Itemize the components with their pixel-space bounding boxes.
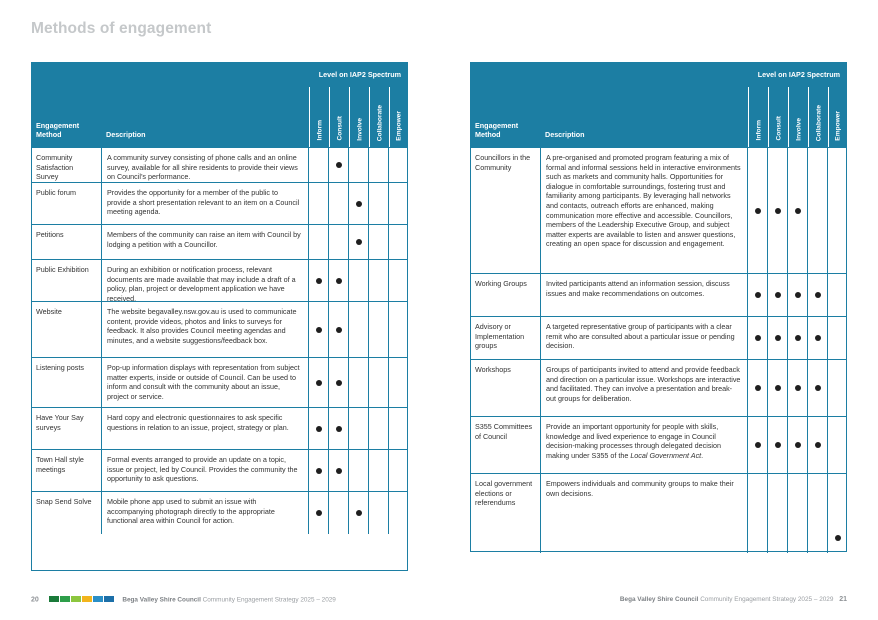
- level-dot: [336, 327, 342, 333]
- swatch: [49, 596, 59, 602]
- level-cell-empower: [389, 225, 408, 259]
- engagement-method: Have Your Say surveys: [32, 408, 102, 449]
- level-cell-inform: [748, 148, 768, 273]
- level-header-consult: Consult: [329, 87, 349, 147]
- level-cell-empower: [389, 260, 408, 301]
- engagement-description: A community survey consisting of phone calls and an online survey, available for all shire residents to provide their views on Council’s performance.: [102, 148, 309, 182]
- level-cell-inform: [748, 474, 768, 553]
- level-dot: [755, 385, 761, 391]
- level-dot: [356, 239, 362, 245]
- footer-right: [620, 596, 847, 603]
- level-cell-consult: [329, 260, 349, 301]
- level-cell-involve: [349, 358, 369, 407]
- level-dot: [755, 335, 761, 341]
- table-row: [471, 473, 846, 553]
- engagement-method: Website: [32, 302, 102, 357]
- swatch: [60, 596, 70, 602]
- level-cell-consult: [329, 408, 349, 449]
- level-cell-empower: [828, 148, 847, 273]
- description-column-header: Description: [541, 87, 748, 147]
- level-cell-consult: [329, 450, 349, 491]
- method-column-header: Engagement Method: [471, 87, 541, 147]
- level-dot: [835, 535, 841, 541]
- level-header-empower: Empower: [389, 87, 408, 147]
- level-cell-inform: [309, 260, 329, 301]
- color-swatches: [49, 596, 115, 604]
- table-row: [471, 316, 846, 359]
- level-cell-collaborate: [369, 260, 389, 301]
- right-engagement-table: [470, 62, 847, 552]
- table-row: [471, 416, 846, 473]
- level-cell-involve: [349, 408, 369, 449]
- level-dot: [775, 292, 781, 298]
- level-dot: [356, 510, 362, 516]
- level-cell-involve: [349, 302, 369, 357]
- level-cell-consult: [329, 358, 349, 407]
- engagement-description: Invited participants attend an information session, discuss issues and make recommendations on outcomes.: [541, 274, 748, 316]
- engagement-description: During an exhibition or notification process, relevant documents are made available that may include a draft of a policy, plan, project or development application we have received.: [102, 260, 309, 301]
- level-dot: [336, 162, 342, 168]
- level-dot: [316, 380, 322, 386]
- level-cell-empower: [828, 317, 847, 359]
- level-header-consult: Consult: [768, 87, 788, 147]
- level-cell-consult: [329, 302, 349, 357]
- level-cell-consult: [768, 417, 788, 473]
- engagement-method: S355 Committees of Council: [471, 417, 541, 473]
- engagement-description: A targeted representative group of participants with a clear remit who are consulted about a particular issue or pending decision.: [541, 317, 748, 359]
- level-cell-consult: [768, 474, 788, 553]
- level-cell-inform: [748, 417, 768, 473]
- level-cell-involve: [788, 474, 808, 553]
- level-cell-collaborate: [369, 225, 389, 259]
- level-cell-involve: [788, 417, 808, 473]
- engagement-description: Provides the opportunity for a member of the public to provide a short presentation relevant to an item on a Council meeting agenda.: [102, 183, 309, 224]
- level-cell-involve: [349, 225, 369, 259]
- level-cell-collaborate: [808, 274, 828, 316]
- level-cell-empower: [828, 360, 847, 416]
- engagement-method: Snap Send Solve: [32, 492, 102, 534]
- level-cell-consult: [768, 148, 788, 273]
- level-header-empower: Empower: [828, 87, 847, 147]
- level-cell-collaborate: [369, 408, 389, 449]
- level-cell-involve: [349, 260, 369, 301]
- level-dot: [316, 278, 322, 284]
- engagement-description: Groups of participants invited to attend and provide feedback and direction on a particular issue. Workshops are interactive and facilitated. They can involve a presentation and break-out groups for deliberation.: [541, 360, 748, 416]
- level-dot: [336, 426, 342, 432]
- level-cell-involve: [349, 183, 369, 224]
- table-row: [32, 224, 407, 259]
- description-text: Provide an important opportunity for people with skills, knowledge and lived experience to engage in Council decision-making processes through delegated decision making under S355 of the: [546, 422, 722, 460]
- table-row: [32, 407, 407, 449]
- level-dot: [336, 380, 342, 386]
- level-dot: [336, 468, 342, 474]
- level-cell-consult: [768, 317, 788, 359]
- engagement-method: Listening posts: [32, 358, 102, 407]
- table-row: [32, 259, 407, 301]
- level-cell-empower: [389, 148, 408, 182]
- level-cell-consult: [329, 225, 349, 259]
- level-cell-inform: [309, 408, 329, 449]
- level-header-involve: Involve: [349, 87, 369, 147]
- description-italic: Local Government Act: [630, 450, 702, 460]
- level-cell-involve: [788, 148, 808, 273]
- engagement-description: [541, 417, 748, 473]
- level-cell-consult: [329, 492, 349, 534]
- level-cell-inform: [309, 225, 329, 259]
- table-row: [471, 147, 846, 273]
- level-dot: [356, 201, 362, 207]
- method-column-header: Engagement Method: [32, 87, 102, 147]
- level-dot: [795, 208, 801, 214]
- level-cell-inform: [748, 360, 768, 416]
- level-cell-collaborate: [369, 302, 389, 357]
- level-cell-collaborate: [369, 148, 389, 182]
- level-dot: [316, 510, 322, 516]
- level-dot: [316, 327, 322, 333]
- engagement-method: Public Exhibition: [32, 260, 102, 301]
- level-header-inform: Inform: [748, 87, 768, 147]
- page-title: Methods of engagement: [31, 20, 212, 37]
- table-row: [32, 301, 407, 357]
- level-cell-empower: [389, 450, 408, 491]
- page-number-right: 21: [839, 596, 847, 603]
- level-cell-collaborate: [808, 317, 828, 359]
- level-dot: [815, 442, 821, 448]
- table-row: [32, 491, 407, 534]
- level-cell-collaborate: [369, 492, 389, 534]
- level-cell-involve: [349, 492, 369, 534]
- footer-doc: Community Engagement Strategy 2025 – 2029: [700, 596, 834, 603]
- engagement-method: Community Satisfaction Survey: [32, 148, 102, 182]
- table-row: [32, 357, 407, 407]
- level-cell-collaborate: [369, 450, 389, 491]
- table-row: [471, 359, 846, 416]
- level-cell-empower: [828, 417, 847, 473]
- level-cell-inform: [309, 358, 329, 407]
- level-cell-empower: [828, 474, 847, 553]
- engagement-method: Advisory or Implementation groups: [471, 317, 541, 359]
- level-cell-consult: [768, 274, 788, 316]
- level-dot: [775, 335, 781, 341]
- description-text: .: [701, 450, 704, 460]
- level-cell-collaborate: [808, 360, 828, 416]
- level-dot: [316, 426, 322, 432]
- level-cell-inform: [309, 450, 329, 491]
- level-cell-involve: [349, 450, 369, 491]
- level-dot: [795, 442, 801, 448]
- level-dot: [755, 208, 761, 214]
- table-row: [32, 449, 407, 491]
- level-dot: [795, 385, 801, 391]
- level-cell-inform: [748, 274, 768, 316]
- engagement-description: Pop-up information displays with representation from subject matter experts, inside or outside of Council. Can be used to inform and consult with the community about an issue, project or service.: [102, 358, 309, 407]
- engagement-method: Local government elections or referendums: [471, 474, 541, 553]
- level-dot: [775, 385, 781, 391]
- level-cell-empower: [389, 183, 408, 224]
- table-row: [32, 182, 407, 224]
- level-cell-empower: [389, 408, 408, 449]
- swatch: [71, 596, 81, 602]
- engagement-description: Empowers individuals and community groups to make their own decisions.: [541, 474, 748, 553]
- level-cell-collaborate: [369, 358, 389, 407]
- level-cell-empower: [389, 358, 408, 407]
- level-cell-empower: [389, 492, 408, 534]
- page-number-left: 20: [31, 596, 39, 604]
- level-dot: [795, 335, 801, 341]
- engagement-description: A pre-organised and promoted program featuring a mix of formal and informal sessions held in interactive environments such as markets and community halls. Opportunities for dialogue in comfortable surroundings, fostering trust and familiarity among participants. By leveraging hall networks and contacts, outreach efforts are enhanced, making communication more effective and accessible. Councillors, members of the Leadership Executive Group, and subject matter experts are available to listen and answer questions, creating an open space for discussion and engagement.: [541, 148, 748, 273]
- level-cell-consult: [329, 183, 349, 224]
- level-cell-empower: [828, 274, 847, 316]
- footer-org: Bega Valley Shire Council: [122, 596, 201, 604]
- level-header-involve: Involve: [788, 87, 808, 147]
- level-cell-consult: [768, 360, 788, 416]
- level-cell-consult: [329, 148, 349, 182]
- level-cell-involve: [788, 274, 808, 316]
- level-dot: [755, 442, 761, 448]
- level-dot: [316, 468, 322, 474]
- level-dot: [815, 335, 821, 341]
- left-engagement-table: [31, 62, 408, 571]
- engagement-description: Formal events arranged to provide an update on a topic, issue or project, led by Council. Provides the community the opportunity to ask questions.: [102, 450, 309, 491]
- engagement-method: Petitions: [32, 225, 102, 259]
- level-cell-collaborate: [369, 183, 389, 224]
- engagement-method: Workshops: [471, 360, 541, 416]
- engagement-method: Working Groups: [471, 274, 541, 316]
- engagement-description: Members of the community can raise an item with Council by lodging a petition with a Councillor.: [102, 225, 309, 259]
- level-cell-involve: [349, 148, 369, 182]
- level-cell-involve: [788, 360, 808, 416]
- level-cell-collaborate: [808, 474, 828, 553]
- engagement-method: Town Hall style meetings: [32, 450, 102, 491]
- level-dot: [795, 292, 801, 298]
- engagement-description: Mobile phone app used to submit an issue with accompanying photograph directly to the appropriate functional area within Council for action.: [102, 492, 309, 534]
- level-header-collaborate: Collaborate: [369, 87, 389, 147]
- level-dot: [755, 292, 761, 298]
- level-cell-empower: [389, 302, 408, 357]
- level-cell-inform: [309, 492, 329, 534]
- level-header-inform: Inform: [309, 87, 329, 147]
- footer-doc: Community Engagement Strategy 2025 – 2029: [202, 596, 336, 604]
- engagement-method: Councillors in the Community: [471, 148, 541, 273]
- swatch: [82, 596, 92, 602]
- level-header-collaborate: Collaborate: [808, 87, 828, 147]
- level-cell-inform: [309, 183, 329, 224]
- level-cell-inform: [748, 317, 768, 359]
- swatch: [104, 596, 114, 602]
- swatch: [93, 596, 103, 602]
- engagement-method: Public forum: [32, 183, 102, 224]
- engagement-description: The website begavalley.nsw.gov.au is used to communicate content, provide videos, photos and links to surveys for feedback. It also provides Council meeting agendas and minutes, and a website suggestions/feedback box.: [102, 302, 309, 357]
- level-dot: [336, 278, 342, 284]
- level-cell-collaborate: [808, 417, 828, 473]
- table-row: [32, 147, 407, 182]
- engagement-description: Hard copy and electronic questionnaires to ask specific questions in relation to an issue, project, strategy or plan.: [102, 408, 309, 449]
- level-dot: [815, 292, 821, 298]
- level-cell-inform: [309, 302, 329, 357]
- level-cell-involve: [788, 317, 808, 359]
- footer-org: Bega Valley Shire Council: [619, 596, 699, 603]
- level-dot: [815, 385, 821, 391]
- level-dot: [775, 442, 781, 448]
- spectrum-header: Level on IAP2 Spectrum: [471, 63, 846, 87]
- footer-left: [31, 596, 336, 604]
- description-column-header: Description: [102, 87, 309, 147]
- level-cell-collaborate: [808, 148, 828, 273]
- table-row: [471, 273, 846, 316]
- spectrum-header: Level on IAP2 Spectrum: [32, 63, 407, 87]
- level-cell-inform: [309, 148, 329, 182]
- level-dot: [775, 208, 781, 214]
